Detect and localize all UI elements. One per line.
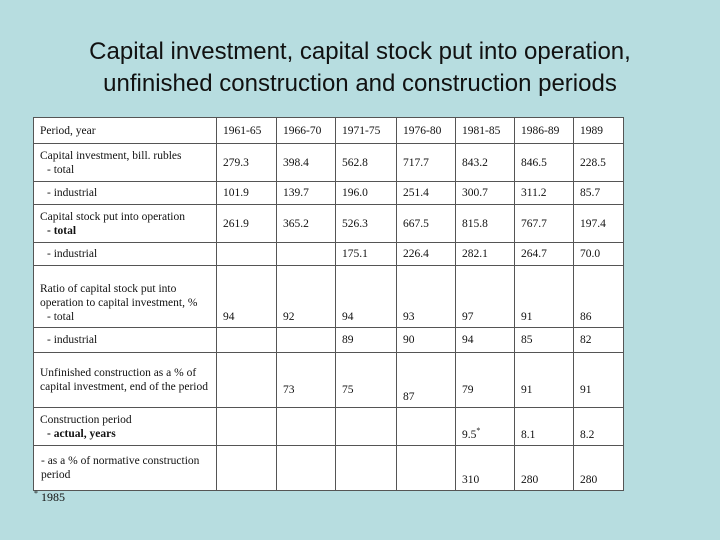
header-cell: 1966-70 xyxy=(277,118,336,144)
table-cell: 91 xyxy=(515,353,574,408)
table-cell: 91 xyxy=(515,266,574,328)
footnote-marker: * xyxy=(34,489,38,498)
table-cell xyxy=(217,328,277,353)
header-cell: 1971-75 xyxy=(336,118,397,144)
table-cell: 196.0 xyxy=(336,182,397,205)
row-label-main: Ratio of capital stock put into operation to capital investment, % xyxy=(40,283,198,309)
row-label-main: Capital stock put into operation xyxy=(40,210,186,223)
table-cell xyxy=(397,408,456,446)
table-cell: 365.2 xyxy=(277,205,336,243)
table-cell: 562.8 xyxy=(336,144,397,182)
table-cell: 251.4 xyxy=(397,182,456,205)
data-table-container xyxy=(33,117,623,490)
header-cell: 1981-85 xyxy=(456,118,515,144)
table-row xyxy=(34,446,624,491)
table-cell: 94 xyxy=(336,266,397,328)
table-row xyxy=(34,182,624,205)
table-cell: 8.2 xyxy=(574,408,624,446)
row-label: Unfinished construction as a % of capital investment, end of the period xyxy=(34,353,217,408)
table-row xyxy=(34,205,624,243)
table-cell: 226.4 xyxy=(397,243,456,266)
row-label-sub: - total xyxy=(47,224,77,237)
table-cell: 87 xyxy=(397,353,456,408)
table-cell xyxy=(217,243,277,266)
title-line-1: Capital investment, capital stock put into operation, xyxy=(89,38,631,65)
table-cell xyxy=(336,446,397,491)
table-cell: 175.1 xyxy=(336,243,397,266)
footnote xyxy=(34,489,65,505)
table-cell xyxy=(277,243,336,266)
table-cell: 85.7 xyxy=(574,182,624,205)
table-cell: 667.5 xyxy=(397,205,456,243)
table-cell: 398.4 xyxy=(277,144,336,182)
row-label-main: Construction period xyxy=(40,413,132,426)
row-label xyxy=(34,144,217,182)
table-cell: 717.7 xyxy=(397,144,456,182)
table-cell: 846.5 xyxy=(515,144,574,182)
table-cell: 79 xyxy=(456,353,515,408)
row-label xyxy=(34,205,217,243)
table-cell: 300.7 xyxy=(456,182,515,205)
table-cell: 310 xyxy=(456,446,515,491)
table-row xyxy=(34,328,624,353)
table-row xyxy=(34,353,624,408)
table-cell: 264.7 xyxy=(515,243,574,266)
table-cell: 261.9 xyxy=(217,205,277,243)
table-cell xyxy=(397,446,456,491)
table-cell xyxy=(217,353,277,408)
table-row xyxy=(34,408,624,446)
table-cell: 280 xyxy=(574,446,624,491)
table-cell: 97 xyxy=(456,266,515,328)
table-cell: 94 xyxy=(217,266,277,328)
title-line-2: unfinished construction and construction periods xyxy=(103,70,617,97)
row-label: - industrial xyxy=(34,328,217,353)
slide-title xyxy=(0,36,720,100)
table-cell: 73 xyxy=(277,353,336,408)
row-label: - industrial xyxy=(34,243,217,266)
footnote-marker: * xyxy=(476,426,481,436)
table-cell: 279.3 xyxy=(217,144,277,182)
table-cell: 139.7 xyxy=(277,182,336,205)
row-label-sub: - total xyxy=(47,163,75,176)
table-cell: 282.1 xyxy=(456,243,515,266)
table-cell: 767.7 xyxy=(515,205,574,243)
row-label: - as a % of normative construction period xyxy=(34,446,217,491)
row-label: - industrial xyxy=(34,182,217,205)
table-cell: 85 xyxy=(515,328,574,353)
table-row xyxy=(34,266,624,328)
table-cell: 197.4 xyxy=(574,205,624,243)
table-cell: 90 xyxy=(397,328,456,353)
table-cell: 94 xyxy=(456,328,515,353)
table-cell xyxy=(217,446,277,491)
table-cell: 280 xyxy=(515,446,574,491)
header-row xyxy=(34,118,624,144)
table-cell: 82 xyxy=(574,328,624,353)
table-cell: 93 xyxy=(397,266,456,328)
table-cell: 228.5 xyxy=(574,144,624,182)
table-cell xyxy=(277,328,336,353)
table-cell: 526.3 xyxy=(336,205,397,243)
table-row xyxy=(34,144,624,182)
row-label-sub: - total xyxy=(47,311,75,323)
table-cell xyxy=(277,446,336,491)
table-cell: 815.8 xyxy=(456,205,515,243)
table-cell xyxy=(277,408,336,446)
table-cell: 8.1 xyxy=(515,408,574,446)
row-label xyxy=(34,408,217,446)
row-label-sub: - actual, years xyxy=(47,427,116,440)
table-cell: 89 xyxy=(336,328,397,353)
table-cell: 70.0 xyxy=(574,243,624,266)
header-cell: 1989 xyxy=(574,118,624,144)
table-cell: 101.9 xyxy=(217,182,277,205)
table-row xyxy=(34,243,624,266)
table-cell xyxy=(217,408,277,446)
table-cell: 86 xyxy=(574,266,624,328)
table-cell: 91 xyxy=(574,353,624,408)
table-cell: 92 xyxy=(277,266,336,328)
table-cell: 75 xyxy=(336,353,397,408)
row-label-main: Capital investment, bill. rubles xyxy=(40,149,182,162)
table-cell: 843.2 xyxy=(456,144,515,182)
cell-value: 9.5 xyxy=(462,429,477,441)
table-cell: 311.2 xyxy=(515,182,574,205)
header-cell: 1976-80 xyxy=(397,118,456,144)
header-cell: 1986-89 xyxy=(515,118,574,144)
table-cell xyxy=(336,408,397,446)
row-label xyxy=(34,266,217,328)
table-cell xyxy=(456,408,515,446)
investment-table xyxy=(33,117,624,491)
footnote-text: 1985 xyxy=(41,490,65,504)
header-cell: Period, year xyxy=(34,118,217,144)
header-cell: 1961-65 xyxy=(217,118,277,144)
